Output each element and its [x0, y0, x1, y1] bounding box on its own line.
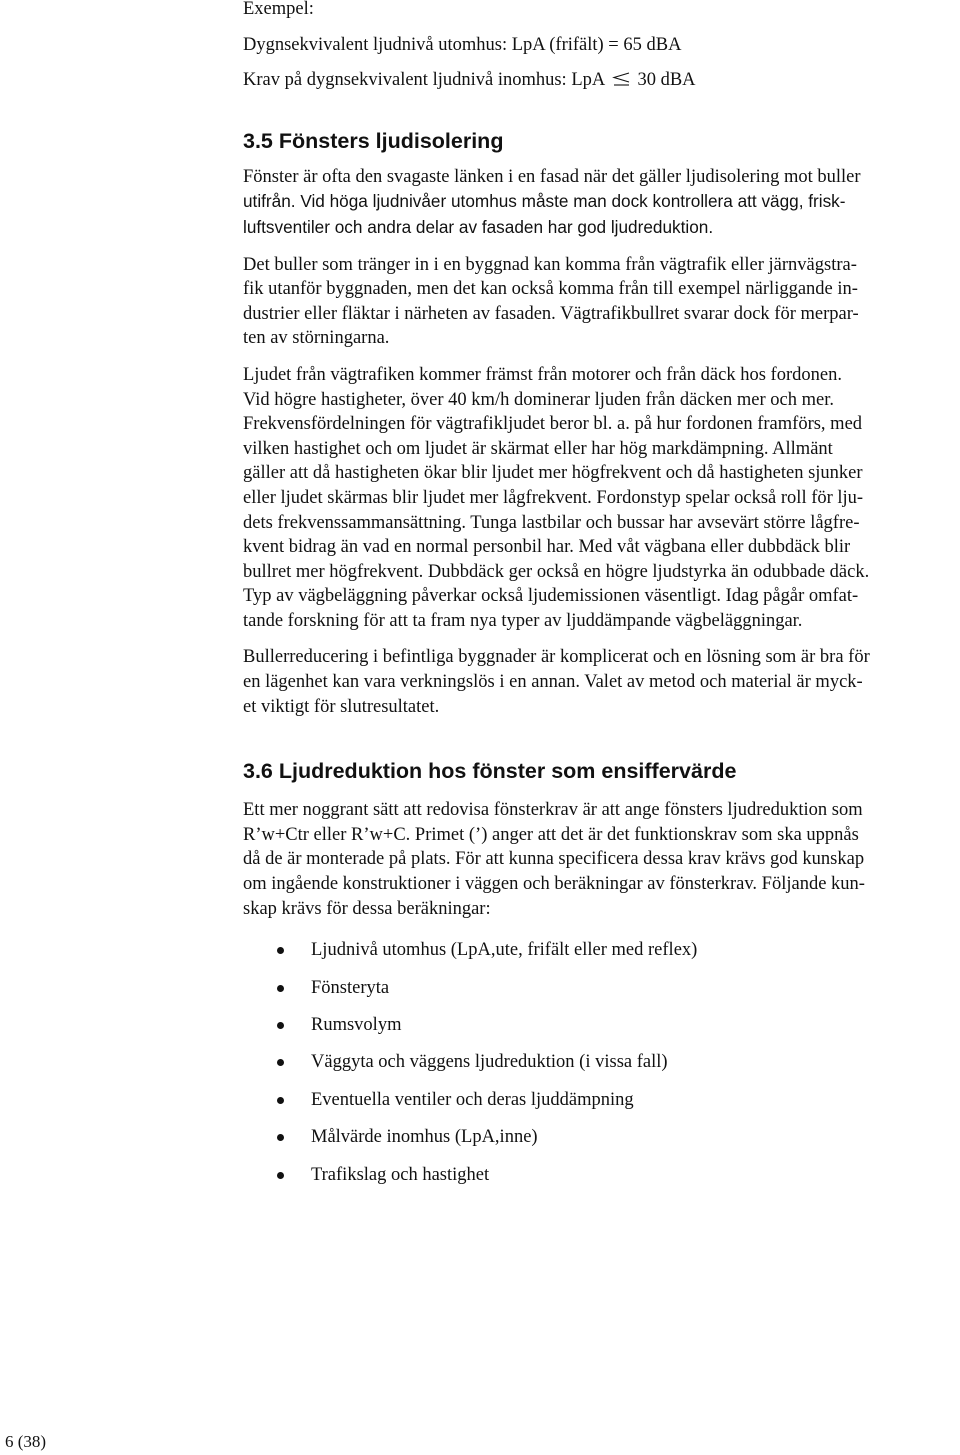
list-item-label: Eventuella ventiler och deras ljuddämpning: [311, 1089, 634, 1110]
text-line: om ingående konstruktioner i väggen och beräkningar av fönsterkrav. Följande kun-: [243, 874, 865, 895]
bullet-icon: [277, 947, 284, 954]
intro-line-serif: Fönster är ofta den svagaste länken i en fasad när det gäller ljudisolering mot buller: [243, 166, 861, 187]
text-line: kvent bidrag än vad en normal personbil har. Med våt vägbana eller dubbdäck blir: [243, 537, 851, 558]
text-line: Ljudet från vägtrafiken kommer främst från motorer och från däck hos fordonen.: [243, 364, 842, 385]
requirements-list: [243, 938, 955, 1200]
bullet-icon: [277, 1022, 284, 1029]
text-line: då de är monterade på plats. För att kunna specificera dessa krav krävs god kunskap: [243, 849, 865, 870]
text-line: et viktigt för slutresultatet.: [243, 696, 440, 717]
text-line: gäller att då hastigheten ökar blir ljudet mer högfrekvent och då hastigheten sjunker: [243, 463, 863, 484]
text-line: fik utanför byggnaden, men det kan också komma från till exempel närliggande in-: [243, 279, 858, 300]
list-item-label: Ljudnivå utomhus (LpA,ute, frifält eller med reflex): [311, 940, 698, 961]
section-heading-3-6: 3.6 Ljudreduktion hos fönster som ensiffervärde: [243, 759, 737, 784]
list-item: [243, 1125, 955, 1162]
list-item: [243, 1163, 955, 1200]
bullet-icon: [277, 1059, 284, 1066]
text-line: Ett mer noggrant sätt att redovisa fönsterkrav är att ange fönsters ljudreduktion som: [243, 800, 863, 821]
bullet-icon: [277, 985, 284, 992]
text-line: ten av störningarna.: [243, 328, 390, 349]
text-line: eller ljudet skärmas blir ljudet mer lågfrekvent. Fordonstyp spelar också roll för lju-: [243, 487, 864, 508]
section-3-5-intro: [243, 165, 955, 241]
bullet-icon: [277, 1097, 284, 1104]
text-line: Typ av vägbeläggning påverkar också ljudemissionen väsentligt. Idag pågår omfat-: [243, 586, 859, 607]
bullet-icon: [277, 1172, 284, 1179]
example-indoor-label: Krav på dygnsekvivalent ljudnivå inomhus: LpA: [243, 70, 605, 91]
list-item: [243, 976, 955, 1013]
text-line: Det buller som tränger in i en byggnad kan komma från vägtrafik eller järnvägstra-: [243, 254, 857, 275]
list-item-label: Väggyta och väggens ljudreduktion (i vissa fall): [311, 1052, 668, 1073]
intro-line-sans-2: luftsventiler och andra delar av fasaden har god ljudreduktion.: [243, 216, 714, 237]
intro-line-sans-1: utifrån. Vid höga ljudnivåer utomhus måste man dock kontrollera att vägg, frisk-: [243, 191, 846, 212]
less-or-equal-icon: [610, 72, 632, 86]
list-item: [243, 938, 955, 975]
example-indoor-requirement: [243, 68, 955, 93]
section-heading-3-5: 3.5 Fönsters ljudisolering: [243, 128, 504, 153]
page-number: 6 (38): [5, 1432, 47, 1451]
bullet-icon: [277, 1134, 284, 1141]
example-indoor-value: 30 dBA: [637, 70, 696, 91]
example-outdoor-level: Dygnsekvivalent ljudnivå utomhus: LpA (frifält) = 65 dBA: [243, 34, 682, 55]
text-line: Frekvensfördelningen för vägtrafikljudet beror bl. a. på hur fordonen framförs, med: [243, 414, 863, 435]
paragraph-road-traffic: [243, 363, 955, 634]
text-line: en lägenhet kan vara verkningslös i en annan. Valet av metod och material är myck-: [243, 672, 863, 693]
list-item: [243, 1013, 955, 1050]
text-line: bullret mer högfrekvent. Dubbdäck ger också en högre ljudstyrka än odubbade däck.: [243, 561, 870, 582]
list-item: [243, 1088, 955, 1125]
list-item-label: Fönsteryta: [311, 977, 390, 998]
text-line: Vid högre hastigheter, över 40 km/h dominerar ljuden från däcken mer och mer.: [243, 389, 834, 410]
text-line: tande forskning för att ta fram nya typer av ljuddämpande vägbeläggningar.: [243, 610, 803, 631]
text-line: dets frekvenssammansättning. Tunga lastbilar och bussar har avsevärt större lågfre-: [243, 512, 860, 533]
example-title: Exempel:: [243, 0, 314, 19]
text-line: vilken hastighet och om ljudet är skärmat eller har hög markdämpning. Allmänt: [243, 438, 833, 459]
paragraph-noise-sources: [243, 253, 955, 351]
paragraph-noise-reduction: [243, 645, 955, 719]
text-line: Bullerreducering i befintliga byggnader är komplicerat och en lösning som är bra för: [243, 647, 870, 668]
paragraph-window-requirements: [243, 798, 955, 921]
list-item: [243, 1050, 955, 1087]
list-item-label: Trafikslag och hastighet: [311, 1164, 490, 1185]
text-line: R’w+Ctr eller R’w+C. Primet (’) anger att det är det funktionskrav som ska uppnås: [243, 824, 859, 845]
list-item-label: Rumsvolym: [311, 1015, 402, 1035]
list-item-label: Målvärde inomhus (LpA,inne): [311, 1127, 538, 1148]
document-body: [243, 0, 955, 1200]
text-line: skap krävs för dessa beräkningar:: [243, 898, 491, 919]
text-line: dustrier eller fläktar i närheten av fasaden. Vägtrafikbullret svarar dock för merpar-: [243, 303, 859, 324]
